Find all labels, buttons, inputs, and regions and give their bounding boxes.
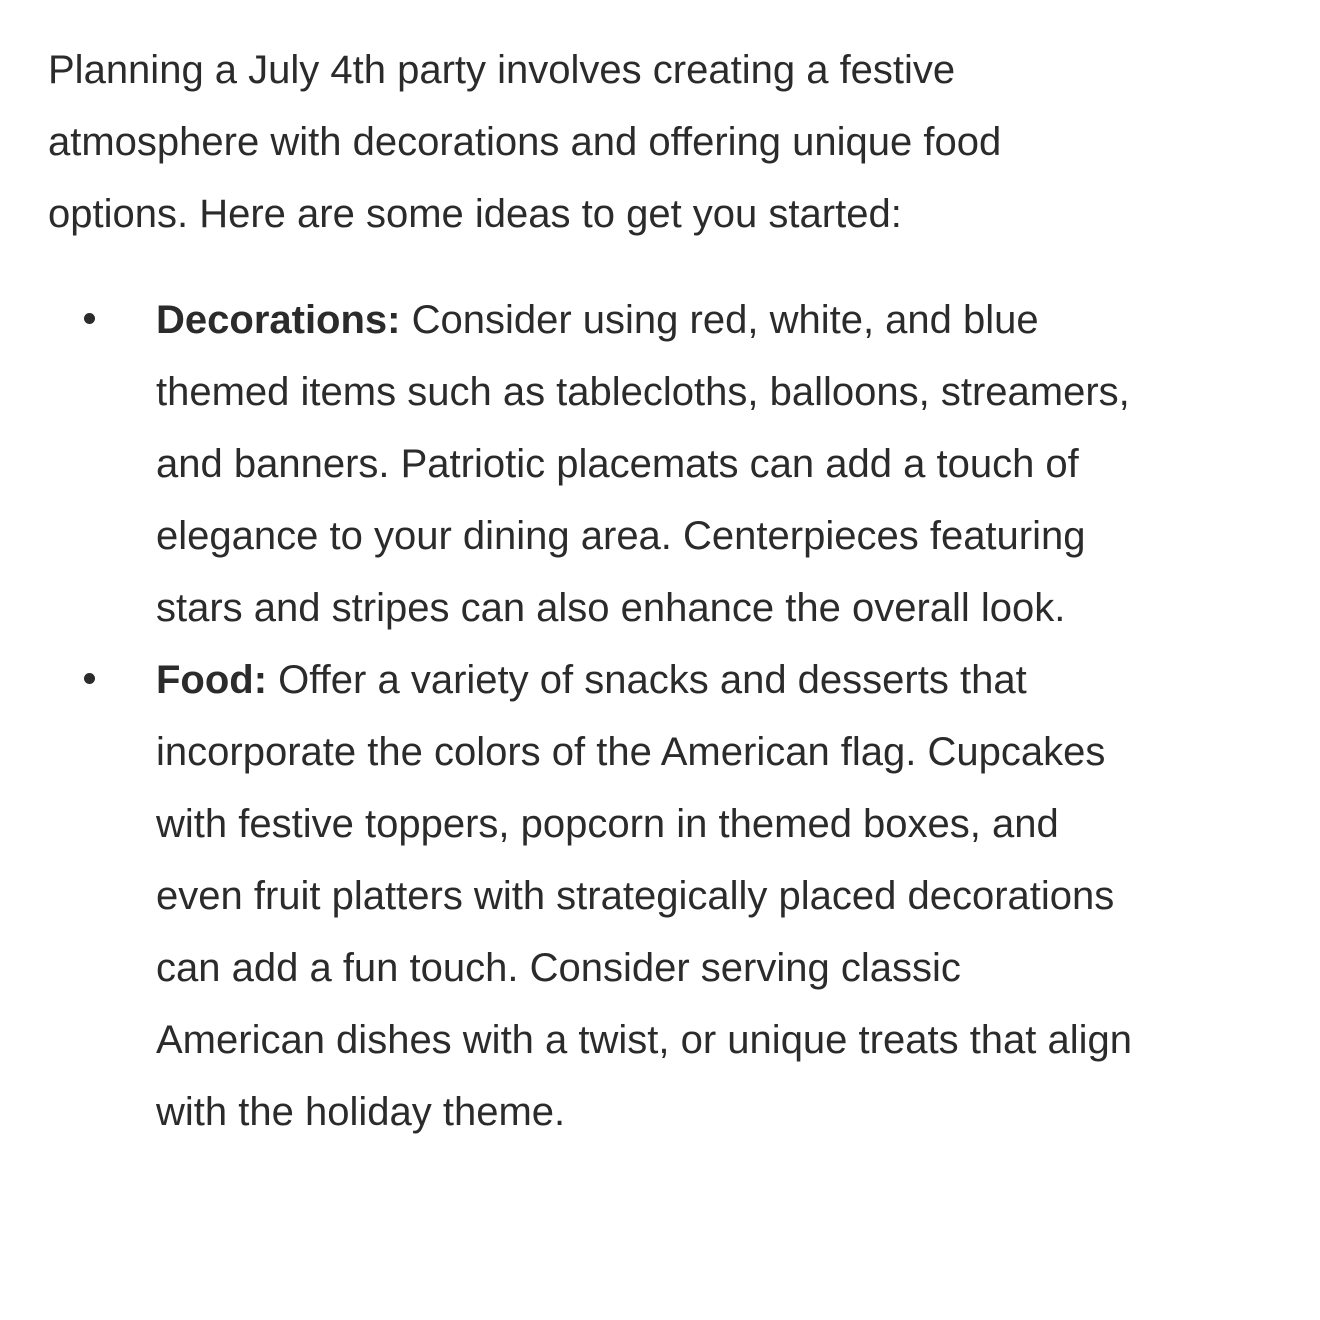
- bullet-title: Food:: [156, 658, 279, 702]
- bullet-text: Consider using red, white, and blue themed items such as tablecloths, balloons, streamers, and banners. Patriotic placemats can add a touch of elegance to your dining area. Centerpieces featuring stars and stripes can also enhance the overall look.: [156, 298, 1130, 630]
- bullet-icon: [84, 673, 95, 684]
- list-item-decorations: [48, 284, 1136, 644]
- bullet-title: Decorations:: [156, 298, 412, 342]
- bullet-text: Offer a variety of snacks and desserts that incorporate the colors of the American flag. Cupcakes with festive toppers, popcorn in themed boxes, and even fruit platters with strategically placed decorations can add a fun touch. Consider serving classic American dishes with a twist, or unique treats that align with the holiday theme.: [156, 658, 1133, 1134]
- list-item-food: [48, 644, 1136, 1148]
- intro-paragraph: Planning a July 4th party involves creating a festive atmosphere with decorations and offering unique food options. Here are some ideas to get you started:: [48, 48, 1002, 236]
- bullet-icon: [84, 313, 95, 324]
- ideas-list: [48, 284, 1320, 1148]
